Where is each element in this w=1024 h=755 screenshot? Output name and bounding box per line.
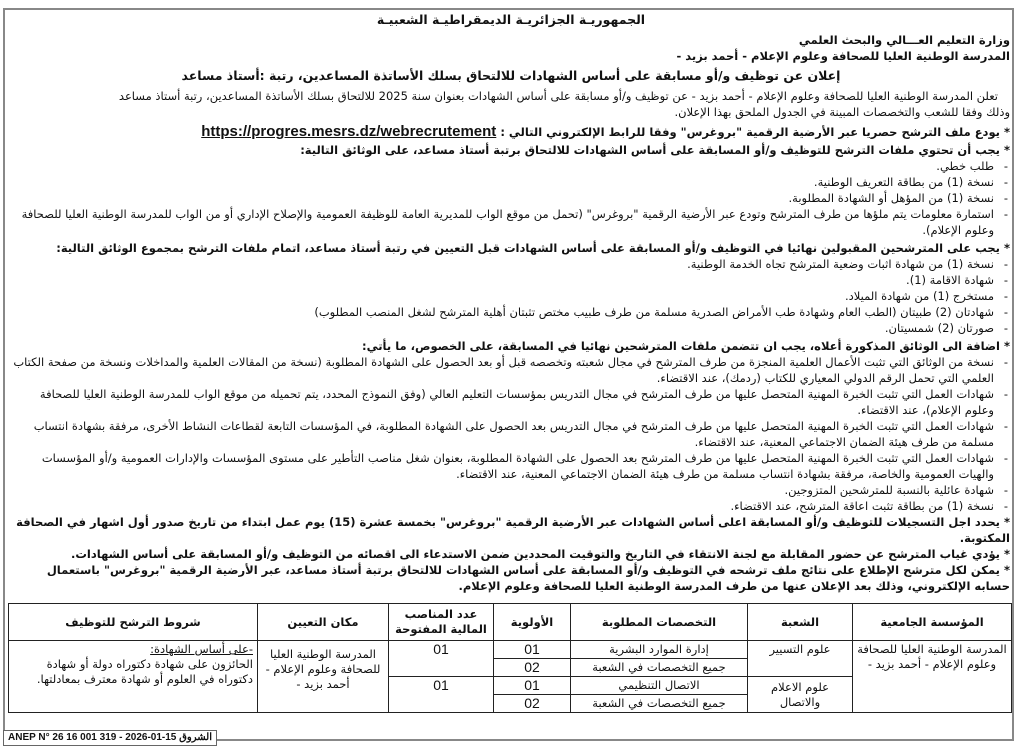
intro-line: وذلك وفقا للشعب والتخصصات المبينة في الجدول الملحق بهذا الإعلان. [674,105,1010,119]
positions-table [8,603,1012,713]
spec-cell: إدارة الموارد البشرية [571,641,748,659]
conditions-text: الحائزون على شهادة دكتوراه دولة أو شهادة دكتوراه في العلوم أو شهادة معترف بمعادلتها. [36,657,253,686]
header-conditions: شروط الترشح للتوظيف [9,604,258,641]
intro-line: تعلن المدرسة الوطنية العليا للصحافة وعلوم الإعلام - أحمد بزيد - عن توظيف و/أو مسابقة على أساس الشهادات بعنوان سنة 2025 للالتحاق بسلك الأساتذة المساعدين، رتبة أستاذ مساعد [118,89,998,103]
header-positions: عدد المناصب المالية المفتوحة [389,604,494,641]
header-branch: الشعبة [748,604,853,641]
note-absence: * يؤدي غياب المترشح عن حضور المقابلة مع لجنة الانتقاء في التاريخ والتوقيت المحددين ضمن الاستدعاء الى اقصائه من التوظيف و/أو المسابقة على أساس الشهادات. [70,547,1010,561]
spec-cell: جميع التخصصات في الشعبة [571,659,748,677]
header-institution: المؤسسة الجامعية [853,604,1012,641]
list-item: - نسخة (1) من بطاقة تثبت اعاقة المترشح، عند الاقتضاء. [12,498,1010,514]
table-header-row [9,604,1012,641]
section3-heading: * اضافة الى الوثائق المذكورة أعلاه، يجب ان تتضمن ملفات المترشحين نهائيا في المسابقة، على الخصوص، ما يأتي: [362,339,1010,353]
announcement-document [12,12,1010,594]
list-item: - شهادتان (2) طبيتان (الطب العام وشهادة طب الأمراض الصدرية مسلمة من طرف طبيب مختص تثبتان أهلية المترشح لشغل المنصب المطلوب) [12,304,1010,320]
ministry-name: وزارة التعليم العـــالي والبحث العلمي [798,33,1010,47]
list-item: - شهادة الاقامة (1). [12,272,1010,288]
list-item: - طلب خطي. [12,158,1010,174]
list-item: - نسخة (1) من شهادة اثبات وضعية المترشح تجاه الخدمة الوطنية. [12,256,1010,272]
list-item: - شهادات العمل التي تثبت الخبرة المهنية المتحصل عليها من طرف المترشح بعد الحصول على الشهادة المطلوبة، بعنوان شغل مناصب التأطير على مستوى المؤسسات والإدارات العمومية و/أو المؤسسات والهيات العمومية والخاصة، مرفقة بشهادة انتساب مسلمة من طرف هيئة الضمان الاجتماعي المعنية، عند الاقتضاء. [12,450,1010,482]
priority-cell: 02 [494,659,571,677]
republic-heading: الجمهوريـة الجزائريـة الديمقراطيـة الشعبيـة [376,12,646,27]
placement-cell: المدرسة الوطنية العليا للصحافة وعلوم الإعلام - أحمد بزيد - [258,641,389,713]
spec-cell: جميع التخصصات في الشعبة [571,695,748,713]
priority-cell: 01 [494,641,571,659]
section3-list [12,354,1010,514]
list-item: - استمارة معلومات يتم ملؤها من طرف المترشح وتودع عبر الأرضية الرقمية "بروغرس" (تحمل من موقع الواب للمديرية العامة للوظيفة العمومية والإصلاح الإداري أو من الواب للمدرسة الوطنية العليا للصحافة وعلوم الإعلام). [12,206,1010,238]
list-item: - شهادة عائلية بالنسبة للمترشحين المتزوجين. [12,482,1010,498]
conditions-cell [9,641,258,713]
table-row [9,641,1012,659]
anep-footer [3,730,217,746]
spec-cell: الاتصال التنظيمي [571,677,748,695]
list-item: - شهادات العمل التي تثبت الخبرة المهنية المتحصل عليها من طرف المترشح في مجال التدريس بمؤسسات التعليم العالي (وفق النموذج المحدد، يتم تحميله من موقع الواب للمدرسة الوطنية العليا للصحافة وعلوم الإعلام)، عند الاقتضاء. [12,386,1010,418]
priority-cell: 01 [494,677,571,695]
institution-cell: المدرسة الوطنية العليا للصحافة وعلوم الإعلام - أحمد بزيد - [853,641,1012,713]
section1-heading: * يجب أن تحتوي ملفات الترشح للتوظيف و/أو المسابقة على أساس الشهادات للالتحاق برتبة أستاذ مساعد، على الوثائق التالية: [300,143,1010,157]
section2-heading: * يجب على المترشحين المقبولين نهائيا في التوظيف و/أو المسابقة على أساس الشهادات قبل التعيين في رتبة أستاذ مساعد، اتمام ملفات الترشح بمجموع الوثائق التالية: [56,241,1010,255]
positions-cell: 01 [389,641,494,677]
branch-cell: علوم التسيير [748,641,853,677]
priority-cell: 02 [494,695,571,713]
list-item: - صورتان (2) شمسيتان. [12,320,1010,336]
anep-number: ANEP N° 26 16 001 319 - 2026-01-15 [8,732,177,743]
note-deadline: * يحدد اجل التسجيلات للتوظيف و/أو المسابقة اعلى أساس الشهادات عبر الأرضية الرقمية "بروغرس" بخمسة عشرة (15) يوم عمل ابتداء من تاريخ صدور أول اشهار في الصحافة المكتوبة. [16,515,1010,545]
header-placement: مكان التعيين [258,604,389,641]
list-item: - نسخة (1) من المؤهل أو الشهادة المطلوبة. [12,190,1010,206]
list-item: - نسخة من الوثائق التي تثبت الأعمال العلمية المنجزة من طرف المترشح في مجال شعبته وتخصصه قبل أو بعد الحصول على الشهادة المطلوبة (نسخة من المقالات العلمية والمداخلات ونسخة من صفحة الكتاب العلمي التي تحمل الرقم الدولي المعياري للكتاب (ردمك)، عند الاقتضاء. [12,354,1010,386]
conditions-title: -على أساس الشهادة: [150,642,253,656]
deposit-note [12,124,1010,140]
deposit-text: * يودع ملف الترشح حصريا عبر الأرضية الرقمية "بروغرس" وفقا للرابط الإلكتروني التالي : [500,125,1010,139]
branch-cell: علوم الاعلام والاتصال [748,677,853,713]
list-item: - نسخة (1) من بطاقة التعريف الوطنية. [12,174,1010,190]
section1-list [12,158,1010,238]
list-item: - شهادات العمل التي تثبت الخبرة المهنية المتحصل عليها من طرف المترشح في مجال التدريس بعد الحصول على الشهادة المطلوبة، في المؤسسات التابعة لقطاعات النشاط الأخرى، مرفقة بشهادة انتساب مسلمة من طرف هيئة الضمان الاجتماعي المعنية، عند الاقتضاء. [12,418,1010,450]
positions-cell: 01 [389,677,494,713]
recruitment-link[interactable]: https://progres.mesrs.dz/webrecrutement [201,123,497,140]
newspaper-name: الشروق [179,732,213,743]
note-results: * يمكن لكل مترشح الإطلاع على نتائج ملف ترشحه في التوظيف و/أو المسابقة على أساس الشهادات للالتحاق برتبة أستاذ مساعد، عبر الأرضية الرقمية "بروغرس" باستعمال حسابه الإلكتروني، وذلك بعد الإعلان عنها من طرف المدرسة الوطنية العليا للصحافة وعلوم الإعلام. [46,563,1010,593]
section2-list [12,256,1010,336]
announcement-title: إعلان عن توظيف و/أو مسابقة على أساس الشهادات للالتحاق بسلك الأساتذة المساعدين، رتبة :أستاذ مساعد [181,68,841,83]
header-priority: الأولوية [494,604,571,641]
school-name: المدرسة الوطنية العليا للصحافة وعلوم الإعلام - أحمد بزيد - [676,49,1010,63]
list-item: - مستخرج (1) من شهادة الميلاد. [12,288,1010,304]
header-specializations: التخصصات المطلوبة [571,604,748,641]
